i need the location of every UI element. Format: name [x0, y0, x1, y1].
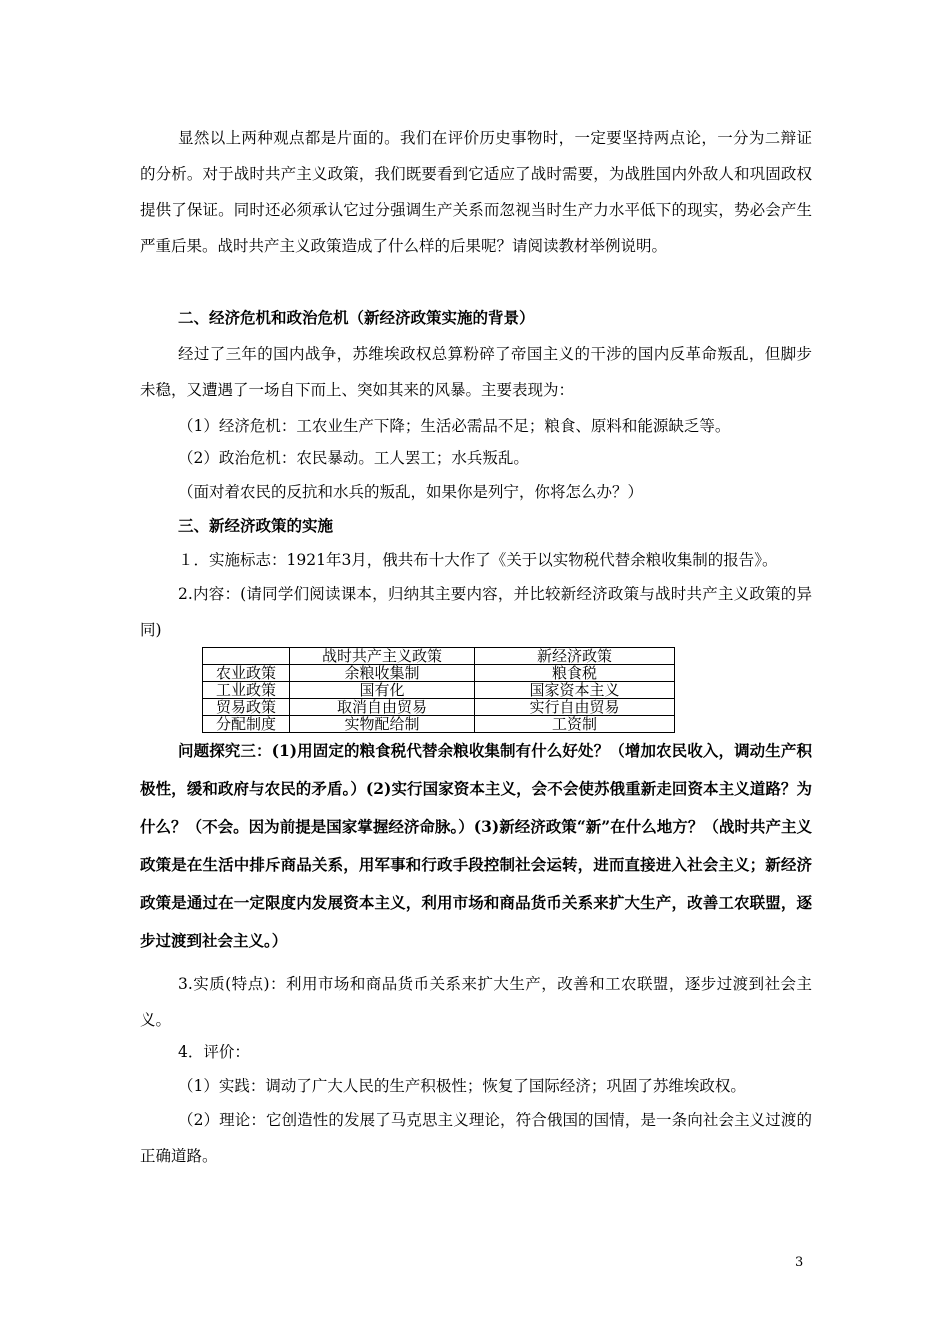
- table-cell: 国有化: [290, 682, 475, 699]
- table-cell: 实行自由贸易: [475, 699, 675, 716]
- paragraph-inquiry-three: 问题探究三：(1)用固定的粮食税代替余粮收集制有什么好处？（增加农民收入，调动生产积极性，缓和政府与农民的矛盾。）(2)实行国家资本主义，会不会使苏俄重新走回资本主义道路？为什么？（不会。因为前提是国家掌握经济命脉。）(3)新经济政策“新”在什么地方？（战时共产主义政策是在生活中排斥商品关系，用军事和行政手段控制社会运转，进而直接进入社会主义；新经济政策是通过在一定限度内发展资本主义，利用市场和商品货币关系来扩大生产，改善工农联盟，逐步过渡到社会主义。）: [140, 741, 812, 950]
- table-row: [203, 665, 675, 682]
- section-heading-crisis: 二、经济危机和政治危机（新经济政策实施的背景）: [178, 308, 535, 327]
- paragraph-nep-milestone: １．实施标志：1921年3月，俄共布十大作了《关于以实物税代替余粮收集制的报告》。: [178, 551, 778, 569]
- table-row: [203, 699, 675, 716]
- section-heading-nep: 三、新经济政策的实施: [178, 516, 334, 535]
- paragraph-evaluation-theory: （2）理论：它创造性的发展了马克思主义理论，符合俄国的国情，是一条向社会主义过渡的正确道路。: [140, 1111, 812, 1165]
- table-row: [203, 682, 675, 699]
- paragraph-question-lenin: （面对着农民的反抗和水兵的叛乱，如果你是列宁，你将怎么办？）: [178, 483, 644, 501]
- table-header-cell: [203, 648, 290, 665]
- page-number: 3: [795, 1255, 804, 1270]
- table-cell: 取消自由贸易: [290, 699, 475, 716]
- paragraph-evaluation-heading: 4．评价：: [178, 1043, 250, 1061]
- paragraph-evaluation-practice: （1）实践：调动了广大人民的生产积极性；恢复了国际经济；巩固了苏维埃政权。: [178, 1077, 746, 1095]
- paragraph-economic-crisis: （1）经济危机：工农业生产下降；生活必需品不足；粮食、原料和能源缺乏等。: [178, 417, 731, 435]
- paragraph-political-crisis: （2）政治危机：农民暴动。工人罢工；水兵叛乱。: [178, 449, 529, 467]
- table-header-row: [203, 648, 675, 665]
- paragraph-two-sided-view: 显然以上两种观点都是片面的。我们在评价历史事物时，一定要坚持两点论，一分为二辩证的分析。对于战时共产主义政策，我们既要看到它适应了战时需要，为战胜国内外敌人和巩固政权提供了保证。同时还必须承认它过分强调生产关系而忽视当时生产力水平低下的现实，势必会产生严重后果。战时共产主义政策造成了什么样的后果呢？请阅读教材举例说明。: [140, 129, 812, 255]
- table-cell: 分配制度: [203, 716, 290, 733]
- table-cell: 粮食税: [475, 665, 675, 682]
- paragraph-crisis-background: 经过了三年的国内战争，苏维埃政权总算粉碎了帝国主义的干涉的国内反革命叛乱，但脚步未稳，又遭遇了一场自下而上、突如其来的风暴。主要表现为：: [140, 345, 812, 399]
- table-cell: 工资制: [475, 716, 675, 733]
- paragraph-nep-content: 2.内容：(请同学们阅读课本，归纳其主要内容，并比较新经济政策与战时共产主义政策的异同): [140, 585, 812, 639]
- table-cell: 贸易政策: [203, 699, 290, 716]
- table-header-cell: 新经济政策: [475, 648, 675, 665]
- paragraph-nep-essence: 3.实质(特点)：利用市场和商品货币关系来扩大生产，改善和工农联盟，逐步过渡到社会主义。: [140, 975, 812, 1029]
- table-header-cell: 战时共产主义政策: [290, 648, 475, 665]
- table-cell: 国家资本主义: [475, 682, 675, 699]
- table-cell: 工业政策: [203, 682, 290, 699]
- table-row: [203, 716, 675, 733]
- table-cell: 余粮收集制: [290, 665, 475, 682]
- table-cell: 实物配给制: [290, 716, 475, 733]
- policy-comparison-table: [202, 647, 675, 733]
- table-cell: 农业政策: [203, 665, 290, 682]
